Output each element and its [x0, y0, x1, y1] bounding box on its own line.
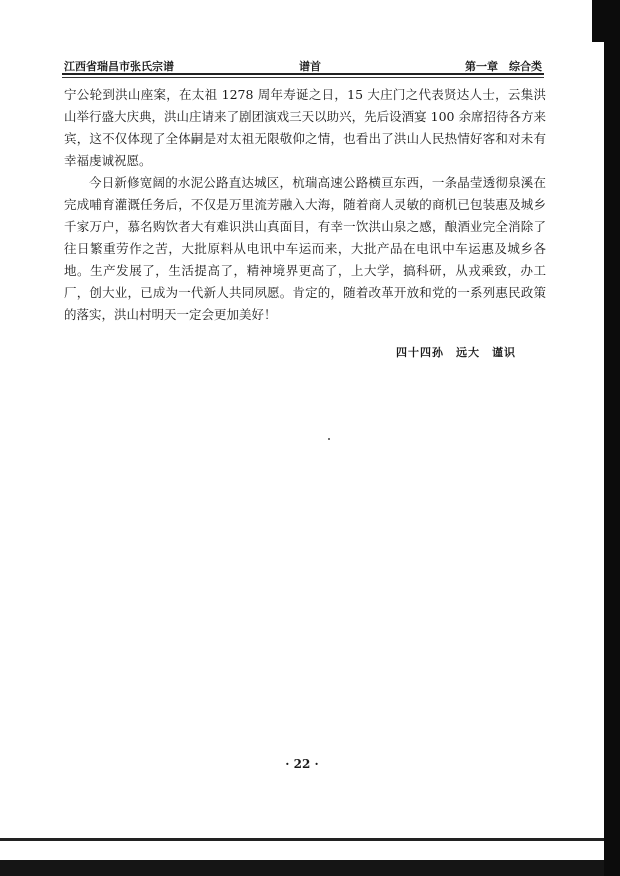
header-section: 谱首	[299, 60, 321, 73]
header-rule-thin	[62, 77, 544, 78]
scan-edge-corner	[592, 0, 620, 42]
signature: 四十四孙 远大 谨识	[396, 346, 516, 359]
scan-bottom-edge	[0, 838, 604, 841]
paragraph-1: 宁公轮到洪山座案，在太祖 1278 周年寿诞之日，15 大庄门之代表贤达人士，云集洪山举行盛大庆典，洪山庄请来了剧团演戏三天以助兴，先后设酒宴 100 余席招待各方来宾，这不仅体现了全体嗣是对太祖无限敬仰之情，也看出了洪山人民热情好客和对未有幸福虔诚祝愿。	[64, 87, 546, 168]
running-header	[64, 58, 542, 74]
header-chapter: 第一章 综合类	[465, 60, 542, 73]
scan-speck	[328, 438, 330, 440]
page-number: · 22 ·	[285, 757, 319, 771]
header-rule	[62, 73, 544, 75]
body-text	[64, 84, 546, 326]
header-book-title: 江西省瑞昌市张氏宗谱	[64, 60, 174, 73]
scan-bottom-shadow	[0, 860, 604, 876]
paragraph-2: 今日新修宽阔的水泥公路直达城区，杭瑞高速公路横亘东西，一条晶莹透彻泉溪在完成哺育灌溉任务后，不仅是万里流芳融入大海，随着商人灵敏的商机已包装惠及城乡千家万户，慕名购饮者大有难识洪山真面目，有幸一饮洪山泉之感，酿酒业完全消除了往日繁重劳作之苦，大批原料从电讯中车运而来，大批产品在电讯中车运惠及城乡各地。生产发展了，生活提高了，精神境界更高了，上大学，搞科研，从戎乘致，办工厂，创大业，已成为一代新人共同夙愿。肯定的，随着改革开放和党的一系列惠民政策的落实，洪山村明天一定会更加美好！	[64, 175, 546, 322]
scan-edge-right	[604, 0, 620, 876]
